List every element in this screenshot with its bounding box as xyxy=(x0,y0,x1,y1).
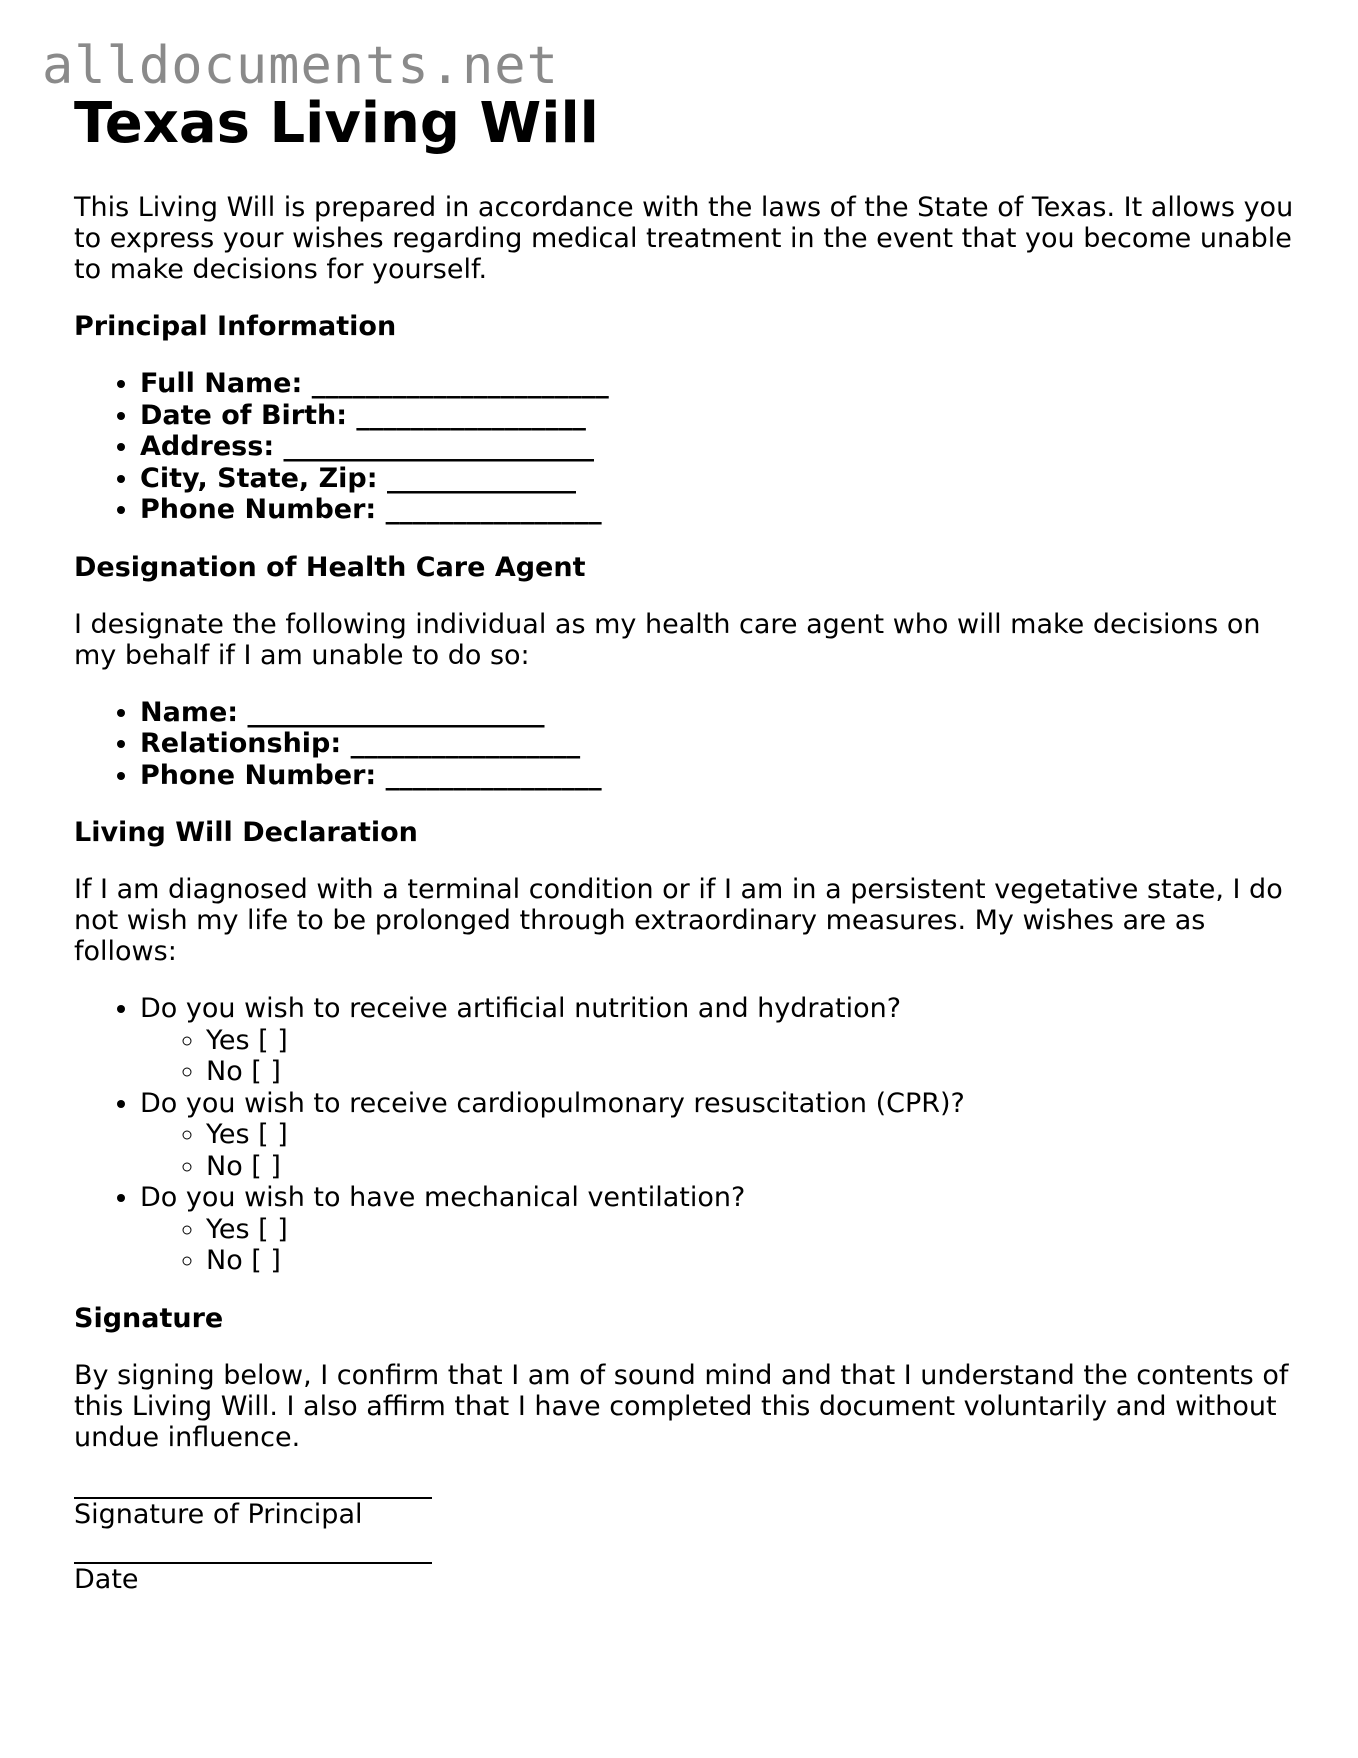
option-no: ◦ No [ ] xyxy=(206,1056,1294,1088)
principal-signature-block xyxy=(74,1497,1294,1530)
field-agent-relationship: • Relationship: _________________ xyxy=(140,728,1294,760)
document-title: Texas Living Will xyxy=(74,91,599,156)
field-address: • Address: _______________________ xyxy=(140,431,1294,463)
watermark-logo: alldocuments.net xyxy=(42,36,559,96)
signature-heading: Signature xyxy=(74,1302,224,1334)
date-label: Date xyxy=(74,1563,139,1595)
field-agent-name: • Name: ______________________ xyxy=(140,697,1294,729)
option-no: ◦ No [ ] xyxy=(206,1245,1294,1277)
declaration-questions-list xyxy=(74,993,1294,1277)
field-full-name: • Full Name: ______________________ xyxy=(140,368,1294,400)
question-item xyxy=(140,1088,1294,1183)
answer-options xyxy=(140,1214,1294,1277)
answer-options xyxy=(140,1025,1294,1088)
principal-info-heading: Principal Information xyxy=(74,311,397,343)
declaration-heading: Living Will Declaration xyxy=(74,817,418,849)
agent-fields-list xyxy=(74,697,1294,792)
field-city-state-zip: • City, State, Zip: ______________ xyxy=(140,463,1294,495)
signature-paragraph: By signing below, I confirm that I am of sound mind and that I understand the contents of this Living Will. I also affirm that I have completed this document voluntarily and without undue influence. xyxy=(74,1359,1289,1453)
option-yes: ◦ Yes [ ] xyxy=(206,1025,1294,1057)
option-yes: ◦ Yes [ ] xyxy=(206,1119,1294,1151)
agent-heading: Designation of Health Care Agent xyxy=(74,551,586,583)
question-item xyxy=(140,1182,1294,1277)
principal-signature-label: Signature of Principal xyxy=(74,1498,363,1530)
question-text: Do you wish to have mechanical ventilation? xyxy=(140,1182,746,1214)
question-text: Do you wish to receive artificial nutrition and hydration? xyxy=(140,993,902,1025)
document-page xyxy=(74,92,1294,1595)
question-item xyxy=(140,993,1294,1088)
declaration-paragraph: If I am diagnosed with a terminal condition or if I am in a persistent vegetative state, I do not wish my life to be prolonged through extraordinary measures. My wishes are as follows: xyxy=(74,874,1283,968)
field-agent-phone: • Phone Number: ________________ xyxy=(140,760,1294,792)
date-block xyxy=(74,1562,1294,1595)
option-yes: ◦ Yes [ ] xyxy=(206,1214,1294,1246)
intro-paragraph: This Living Will is prepared in accordance with the laws of the State of Texas. It allows you to express your wishes regarding medical treatment in the event that you become unable to make decisions for yourself. xyxy=(74,192,1294,286)
question-text: Do you wish to receive cardiopulmonary resuscitation (CPR)? xyxy=(140,1087,965,1119)
answer-options xyxy=(140,1119,1294,1182)
option-no: ◦ No [ ] xyxy=(206,1151,1294,1183)
principal-fields-list xyxy=(74,368,1294,526)
field-date-of-birth: • Date of Birth: _________________ xyxy=(140,400,1294,432)
agent-paragraph: I designate the following individual as my health care agent who will make decisions on my behalf if I am unable to do so: xyxy=(74,608,1261,671)
field-phone-number: • Phone Number: ________________ xyxy=(140,494,1294,526)
